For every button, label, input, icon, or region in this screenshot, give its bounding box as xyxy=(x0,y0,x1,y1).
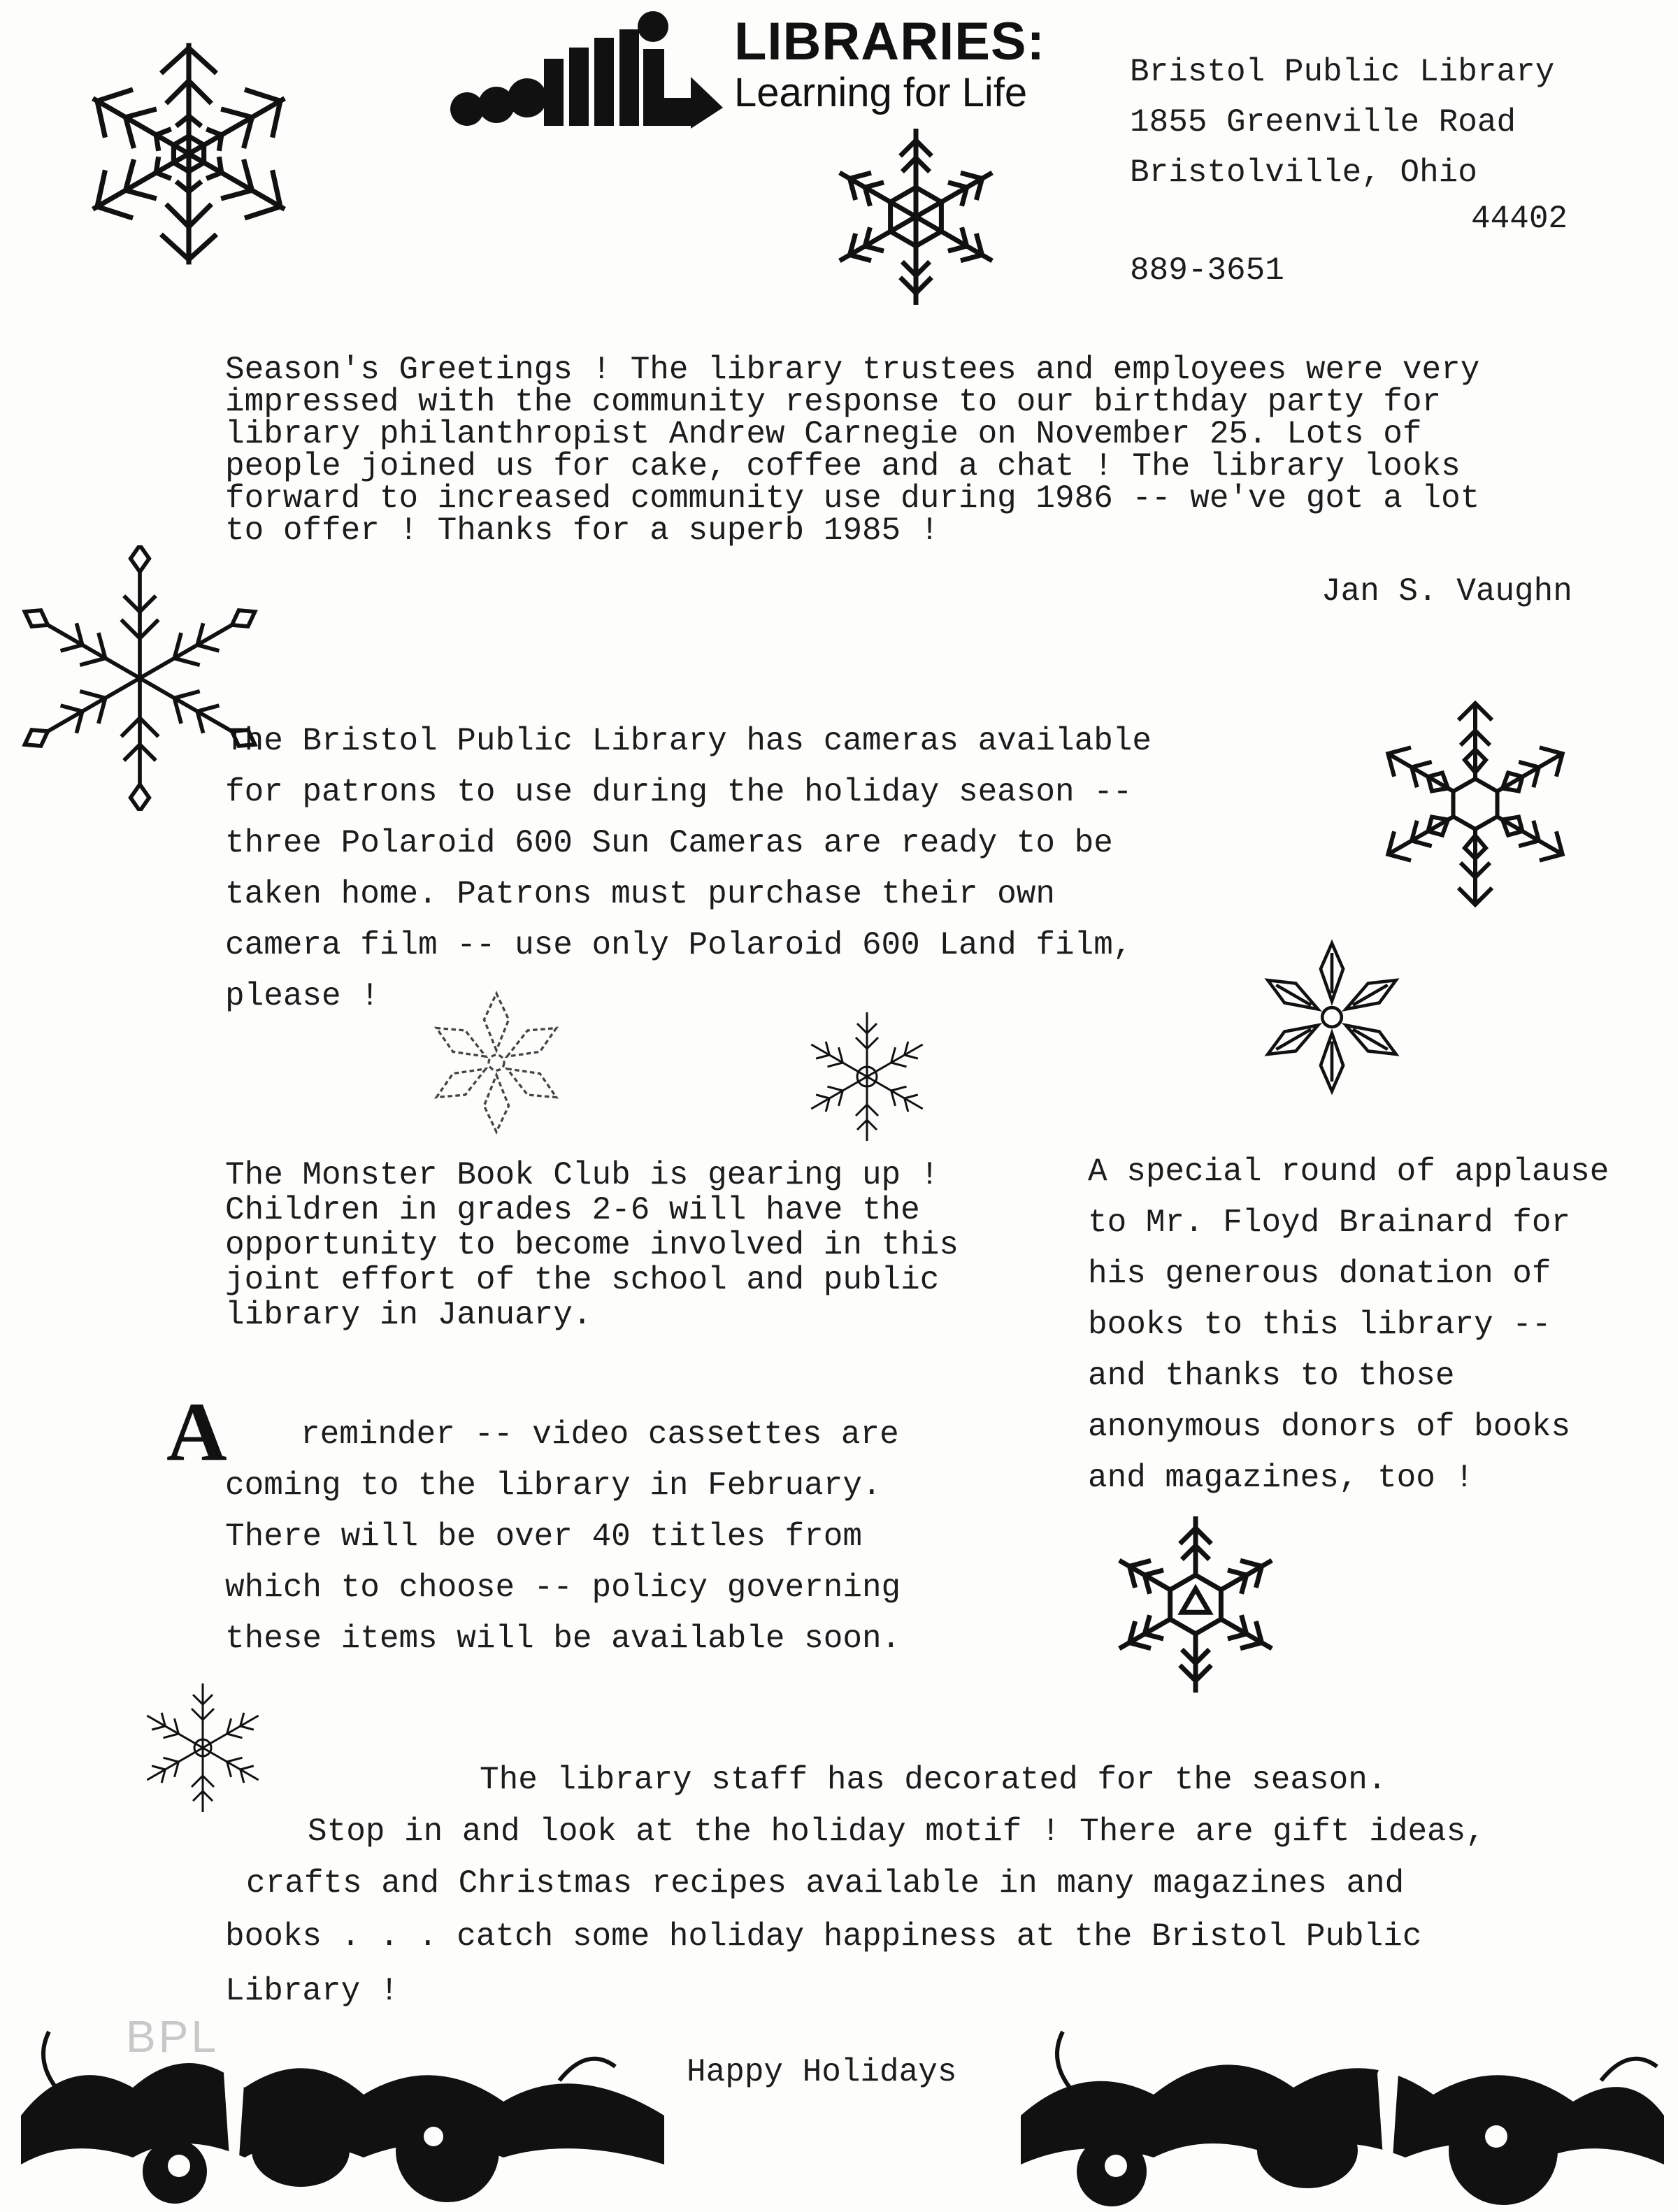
applause-paragraph xyxy=(1088,1147,1609,1504)
snowflake-icon xyxy=(1370,685,1580,923)
snowflake-icon xyxy=(7,545,273,811)
snowflake-icon xyxy=(133,1678,273,1818)
cameras-line: camera film -- use only Polaroid 600 Land film, xyxy=(225,927,1133,963)
greeting-signature: Jan S. Vaughn xyxy=(1321,573,1572,610)
watermark: BPL xyxy=(126,2011,219,2062)
cameras-line: for patrons to use during the holiday season -- xyxy=(225,774,1133,810)
decorations-line: Stop in and look at the holiday motif ! There are gift ideas, xyxy=(308,1814,1485,1850)
video-line: reminder -- video cassettes are xyxy=(301,1416,899,1453)
book-club-line: joint effort of the school and public xyxy=(225,1262,940,1298)
decorations-line: crafts and Christmas recipes available in many magazines and xyxy=(246,1865,1405,1902)
applause-line: and thanks to those xyxy=(1088,1358,1455,1394)
video-paragraph xyxy=(225,1409,901,1665)
decorations-line: books . . . catch some holiday happiness at the Bristol Public xyxy=(225,1918,1422,1955)
greeting-line: library philanthropist Andrew Carnegie on November 25. Lots of xyxy=(225,416,1422,452)
book-club-line: Children in grades 2-6 will have the xyxy=(225,1192,920,1228)
logo-title: LIBRARIES: xyxy=(734,12,1045,71)
closing-text: Happy Holidays xyxy=(687,2054,957,2090)
decorations-line: Library ! xyxy=(225,1973,399,2009)
applause-line: anonymous donors of books xyxy=(1088,1409,1571,1445)
applause-line: and magazines, too ! xyxy=(1088,1460,1475,1496)
greeting-line: Season's Greetings ! The library trustees and employees were very xyxy=(225,352,1480,388)
video-line: coming to the library in February. xyxy=(225,1467,882,1504)
applause-line: books to this library -- xyxy=(1088,1307,1551,1343)
greeting-paragraph xyxy=(225,354,1479,547)
library-phone: 889-3651 xyxy=(1130,252,1284,289)
applause-line: his generous donation of xyxy=(1088,1256,1551,1292)
applause-line: to Mr. Floyd Brainard for xyxy=(1088,1205,1571,1241)
library-zip: 44402 xyxy=(1471,201,1568,237)
libraries-logo-mark xyxy=(439,10,726,129)
greeting-line: people joined us for cake, coffee and a chat ! The library looks xyxy=(225,448,1461,484)
book-club-line: library in January. xyxy=(225,1297,592,1333)
greeting-line: impressed with the community response to our birthday party for xyxy=(225,384,1442,420)
video-line: these items will be available soon. xyxy=(225,1621,901,1657)
snowflake-icon xyxy=(790,1007,944,1147)
greeting-line: forward to increased community use during 1986 -- we've got a lot xyxy=(225,480,1480,517)
cameras-line: taken home. Patrons must purchase their own xyxy=(225,876,1055,912)
cameras-line: The Bristol Public Library has cameras available xyxy=(225,723,1152,759)
decorative-dropcap: A xyxy=(166,1385,227,1478)
video-line: which to choose -- policy governing xyxy=(225,1570,901,1606)
holiday-garland-icon xyxy=(1014,2011,1671,2206)
holiday-garland-icon xyxy=(14,2011,671,2206)
logo-tagline: Learning for Life xyxy=(734,70,1028,115)
snowflake-icon xyxy=(1098,1503,1293,1706)
book-club-line: opportunity to become involved in this xyxy=(225,1227,959,1263)
book-club-line: The Monster Book Club is gearing up ! xyxy=(225,1157,940,1193)
library-name: Bristol Public Library xyxy=(1130,54,1555,90)
snowflake-icon xyxy=(63,28,315,280)
library-city: Bristolville, Ohio xyxy=(1130,155,1477,191)
applause-line: A special round of applause xyxy=(1088,1154,1609,1190)
cameras-paragraph xyxy=(225,716,1152,1022)
snowflake-icon xyxy=(818,119,1014,315)
greeting-line: to offer ! Thanks for a superb 1985 ! xyxy=(225,512,940,549)
video-line: There will be over 40 titles from xyxy=(225,1518,862,1555)
decorations-line: The library staff has decorated for the season. xyxy=(480,1762,1387,1798)
cameras-line: three Polaroid 600 Sun Cameras are ready to be xyxy=(225,825,1113,861)
snowflake-icon xyxy=(1252,937,1412,1098)
snowflake-icon xyxy=(413,986,580,1140)
library-street: 1855 Greenville Road xyxy=(1130,104,1516,141)
cameras-line: please ! xyxy=(225,978,380,1014)
book-club-paragraph xyxy=(225,1158,959,1333)
